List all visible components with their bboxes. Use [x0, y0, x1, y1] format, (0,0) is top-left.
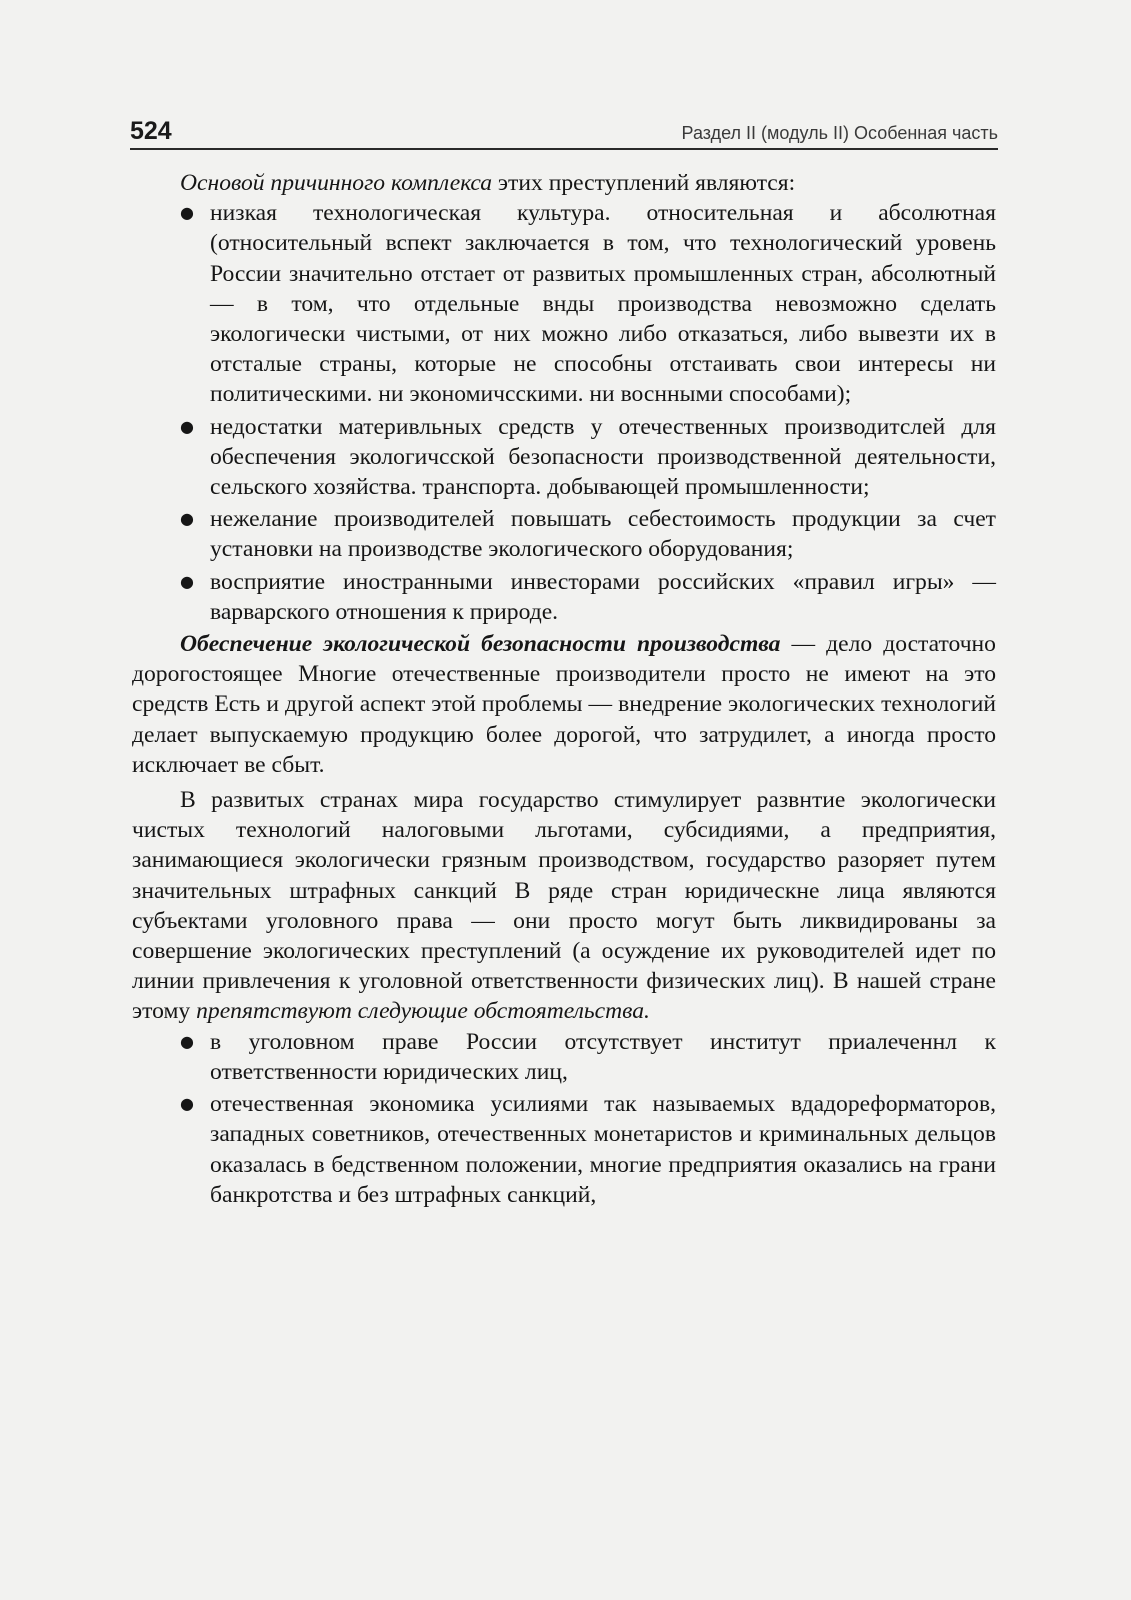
developed-countries-paragraph — [132, 785, 996, 1027]
intro-emphasis: Основой причинного комплекса — [180, 170, 493, 196]
list-item-text: восприятие иностранными инвесторами российских «правил игры» — варварского отношения к природе. — [210, 568, 996, 625]
causes-list — [180, 198, 996, 627]
intro-paragraph — [132, 168, 996, 198]
page-body — [132, 168, 996, 1210]
bullet-icon: ● — [180, 203, 194, 223]
developed-text: В развитых странах мира государство стимулирует развнтие экологически чистых технологий налоговыми льготами, субсидиями, а предприятия, занимающиеся экологически грязным производством, государство разоряет путем значительных штрафных санкций В ряде стран юридическне лица являются субъектами уголовного права — они просто могут быть ликвидированы за совершение экологических преступлений (а осуждение их руководителей идет по линии привлечения к уголовной ответственности физических лиц). В нашей стране этому — [132, 787, 996, 1025]
list-item-text: нежелание производителей повышать себестоимость продукции за счет установки на производстве экологического оборудования; — [210, 506, 996, 563]
circumstances-list — [180, 1027, 996, 1210]
bullet-icon: ● — [180, 416, 194, 436]
page-number: 524 — [130, 117, 172, 145]
bullet-icon: ● — [180, 509, 194, 529]
security-emphasis: Обеспечение экологической безопасности производства — [180, 631, 781, 658]
security-text: — дело достаточно дорогостоящее Многие отечественные производители просто не имеют на это средств Есть и другой аспект этой проблемы — внедрение экологических технологий делает выпускаемую продукцию более дорогой, что затрудилет, а иногда просто исключает ве сбыт. — [132, 631, 996, 778]
security-paragraph — [132, 629, 996, 780]
list-item-text: отечественная экономика усилиями так называемых вдадореформаторов, западных советников, отечественных монетаристов и криминальных дельцов оказалась в бедственном положении, многие предприятия оказались на грани банкротства и без штрафных санкций, — [210, 1091, 996, 1208]
list-item — [180, 1089, 996, 1210]
list-item — [180, 1027, 996, 1087]
list-item-text: недостатки материвльных средств у отечественных производитслей для обеспечения экологичсской безопасности производственной деятельности, сельского хозяйства. транспорта. добывающей промышленности; — [210, 413, 996, 501]
bullet-icon: ● — [180, 571, 194, 591]
bullet-icon: ● — [180, 1094, 194, 1114]
page-header — [130, 112, 998, 150]
running-head: Раздел II (модуль II) Особенная часть — [681, 123, 998, 143]
intro-text: этих преступлений являются: — [492, 170, 796, 196]
list-item-text: низкая технологическая культура. относительная и абсолютная (относительный вспект заключается в том, что технологический уровень России значительно отстает от развитых промышленных стран, абсолютный — в том, что отдельные внды производства невозможно сделать экологически чистыми, от них можно либо отказаться, либо вывезти их в отсталые страны, которые не способны отстаивать свои интересы ни политическими. ни экономичсскими. ни воснными способами); — [210, 200, 996, 408]
list-item — [180, 567, 996, 627]
list-item — [180, 504, 996, 564]
list-item — [180, 412, 996, 503]
list-item — [180, 198, 996, 409]
bullet-icon: ● — [180, 1031, 194, 1051]
developed-emphasis: препятствуют следующие обстоятельства. — [196, 998, 650, 1025]
list-item-text: в уголовном праве России отсутствует институт приалеченнл к ответственности юридических лиц, — [210, 1028, 996, 1085]
